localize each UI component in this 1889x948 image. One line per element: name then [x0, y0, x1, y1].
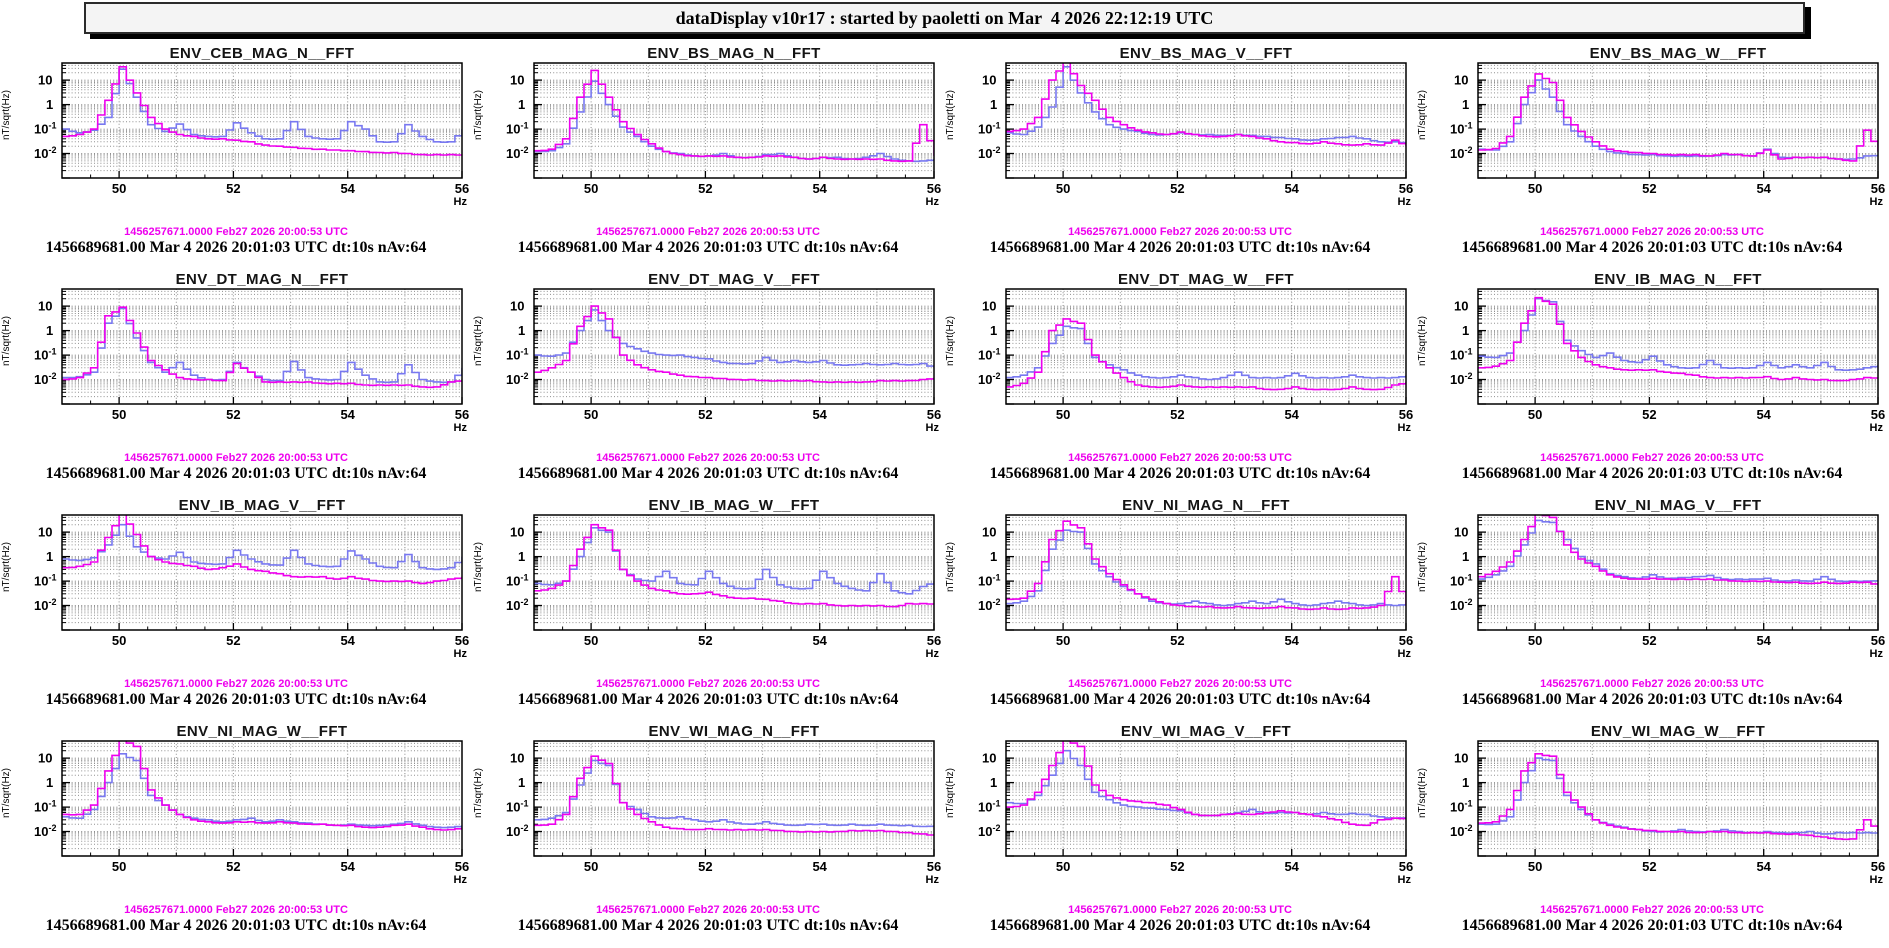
svg-text:10-2: $10^{-2}$	[1450, 371, 1473, 387]
svg-text:1: 1	[1462, 97, 1470, 113]
svg-text:54: 54	[1756, 633, 1771, 648]
reference-timestamp: 1456257671.0000 Feb27 2026 20:00:53 UTC	[1068, 226, 1292, 238]
svg-text:1: 1	[1462, 775, 1470, 791]
svg-text:1: 1	[990, 775, 998, 791]
svg-text:1: 1	[518, 549, 526, 565]
plot-title: ENV_WI_MAG_W__FFT	[1590, 723, 1766, 740]
x-unit-label: Hz	[1397, 648, 1411, 660]
svg-text:54: 54	[812, 181, 827, 196]
svg-text:56: 56	[1870, 407, 1886, 422]
svg-text:1: 1	[990, 97, 998, 113]
current-timestamp: 1456689681.00 Mar 4 2026 20:01:03 UTC dt:10s nAv:64	[45, 239, 427, 256]
svg-text:10: 10	[38, 524, 53, 540]
svg-text:50: 50	[1055, 859, 1071, 874]
svg-text:54: 54	[340, 407, 355, 422]
plot-title: ENV_IB_MAG_V__FFT	[178, 497, 346, 514]
reference-timestamp: 1456257671.0000 Feb27 2026 20:00:53 UTC	[596, 226, 820, 238]
svg-text:10-1: $10^{-1}$	[34, 572, 57, 589]
svg-text:10: 10	[510, 750, 525, 766]
svg-text:10: 10	[510, 72, 525, 88]
svg-text:52: 52	[698, 633, 713, 648]
plot-title: ENV_NI_MAG_V__FFT	[1594, 497, 1762, 514]
plot-panel	[944, 268, 1416, 494]
svg-text:50: 50	[1527, 859, 1543, 874]
plot-title: ENV_DT_MAG_N__FFT	[175, 271, 349, 288]
current-timestamp: 1456689681.00 Mar 4 2026 20:01:03 UTC dt:10s nAv:64	[989, 465, 1371, 482]
plot-panel	[472, 720, 944, 946]
y-tick-labels	[978, 525, 1000, 613]
x-unit-label: Hz	[925, 874, 939, 886]
y-tick-labels	[506, 751, 528, 839]
plot-title: ENV_BS_MAG_V__FFT	[1119, 45, 1293, 62]
reference-timestamp: 1456257671.0000 Feb27 2026 20:00:53 UTC	[1068, 904, 1292, 916]
y-tick-labels	[34, 525, 56, 613]
svg-text:52: 52	[1170, 633, 1185, 648]
plot-title: ENV_NI_MAG_N__FFT	[1122, 497, 1290, 514]
grid-lines	[62, 63, 462, 178]
svg-text:10-2: $10^{-2}$	[34, 371, 57, 387]
svg-text:1: 1	[518, 775, 526, 791]
svg-text:50: 50	[111, 859, 127, 874]
svg-text:52: 52	[1170, 859, 1185, 874]
svg-text:52: 52	[226, 633, 241, 648]
svg-text:10: 10	[1454, 750, 1469, 766]
plot-panel	[472, 268, 944, 494]
plot-title: ENV_IB_MAG_N__FFT	[1594, 271, 1762, 288]
svg-text:10-2: $10^{-2}$	[1450, 145, 1473, 161]
plot-canvas[interactable]	[472, 60, 944, 212]
svg-text:50: 50	[1527, 407, 1543, 422]
plot-canvas[interactable]	[944, 738, 1416, 890]
plot-title: ENV_BS_MAG_N__FFT	[647, 45, 821, 62]
svg-text:1: 1	[1462, 323, 1470, 339]
svg-text:10: 10	[510, 298, 525, 314]
svg-text:10-1: $10^{-1}$	[506, 346, 529, 363]
y-axis-unit: nT/sqrt(Hz)	[945, 316, 956, 366]
svg-text:54: 54	[1284, 181, 1299, 196]
svg-text:1: 1	[1462, 549, 1470, 565]
svg-text:50: 50	[1055, 633, 1071, 648]
svg-text:50: 50	[1527, 181, 1543, 196]
svg-text:10: 10	[982, 524, 997, 540]
svg-text:10-1: $10^{-1}$	[34, 798, 57, 815]
plot-canvas[interactable]	[472, 512, 944, 664]
svg-text:10-2: $10^{-2}$	[506, 823, 529, 839]
grid-lines	[1006, 515, 1406, 630]
reference-timestamp: 1456257671.0000 Feb27 2026 20:00:53 UTC	[1540, 226, 1764, 238]
x-unit-label: Hz	[453, 874, 467, 886]
x-tick-labels	[112, 633, 469, 660]
plot-panel	[944, 720, 1416, 946]
x-unit-label: Hz	[1869, 874, 1883, 886]
plot-title: ENV_IB_MAG_W__FFT	[648, 497, 820, 514]
svg-text:54: 54	[1284, 633, 1299, 648]
svg-text:10-2: $10^{-2}$	[978, 371, 1001, 387]
x-unit-label: Hz	[1397, 874, 1411, 886]
svg-text:10-2: $10^{-2}$	[1450, 597, 1473, 613]
svg-text:10: 10	[38, 750, 53, 766]
x-tick-labels	[1056, 633, 1413, 660]
svg-text:50: 50	[583, 633, 599, 648]
x-unit-label: Hz	[925, 648, 939, 660]
svg-text:10-1: $10^{-1}$	[506, 572, 529, 589]
svg-text:1: 1	[990, 549, 998, 565]
svg-text:56: 56	[926, 181, 942, 196]
y-tick-labels	[1450, 73, 1472, 161]
x-unit-label: Hz	[1397, 196, 1411, 208]
svg-text:10-1: $10^{-1}$	[506, 120, 529, 137]
plot-canvas[interactable]	[1416, 738, 1888, 890]
svg-text:54: 54	[1756, 181, 1771, 196]
plot-panel	[0, 268, 472, 494]
svg-text:10: 10	[982, 750, 997, 766]
reference-timestamp: 1456257671.0000 Feb27 2026 20:00:53 UTC	[1540, 904, 1764, 916]
svg-text:10-1: $10^{-1}$	[978, 798, 1001, 815]
svg-text:1: 1	[46, 549, 54, 565]
reference-timestamp: 1456257671.0000 Feb27 2026 20:00:53 UTC	[124, 678, 348, 690]
current-timestamp: 1456689681.00 Mar 4 2026 20:01:03 UTC dt:10s nAv:64	[1461, 691, 1843, 708]
svg-text:54: 54	[1756, 407, 1771, 422]
plot-title: ENV_DT_MAG_V__FFT	[648, 271, 820, 288]
reference-timestamp: 1456257671.0000 Feb27 2026 20:00:53 UTC	[596, 904, 820, 916]
svg-text:54: 54	[812, 407, 827, 422]
svg-text:10: 10	[1454, 524, 1469, 540]
y-tick-labels	[1450, 751, 1472, 839]
current-timestamp: 1456689681.00 Mar 4 2026 20:01:03 UTC dt:10s nAv:64	[1461, 917, 1843, 934]
plot-panel	[472, 494, 944, 720]
x-unit-label: Hz	[453, 196, 467, 208]
svg-text:54: 54	[340, 181, 355, 196]
svg-text:1: 1	[990, 323, 998, 339]
plot-canvas[interactable]	[0, 60, 472, 212]
svg-text:50: 50	[1527, 633, 1543, 648]
y-tick-labels	[1450, 525, 1472, 613]
x-tick-labels	[1528, 859, 1885, 886]
y-axis-unit: nT/sqrt(Hz)	[1417, 768, 1428, 818]
svg-text:54: 54	[1284, 407, 1299, 422]
svg-text:50: 50	[1055, 181, 1071, 196]
plot-title: ENV_WI_MAG_V__FFT	[1120, 723, 1292, 740]
y-tick-labels	[34, 299, 56, 387]
spectra-curves	[534, 525, 934, 607]
svg-text:54: 54	[812, 633, 827, 648]
reference-timestamp: 1456257671.0000 Feb27 2026 20:00:53 UTC	[1068, 452, 1292, 464]
svg-text:10-1: $10^{-1}$	[978, 572, 1001, 589]
svg-text:56: 56	[1398, 181, 1414, 196]
svg-text:50: 50	[583, 859, 599, 874]
svg-text:10-2: $10^{-2}$	[506, 371, 529, 387]
plot-title: ENV_BS_MAG_W__FFT	[1589, 45, 1767, 62]
current-timestamp: 1456689681.00 Mar 4 2026 20:01:03 UTC dt:10s nAv:64	[517, 917, 899, 934]
y-tick-labels	[34, 73, 56, 161]
svg-text:10-1: $10^{-1}$	[1450, 120, 1473, 137]
y-tick-labels	[978, 751, 1000, 839]
spectra-curves	[1006, 319, 1406, 390]
plot-panel	[944, 494, 1416, 720]
reference-timestamp: 1456257671.0000 Feb27 2026 20:00:53 UTC	[1068, 678, 1292, 690]
svg-text:50: 50	[583, 181, 599, 196]
y-axis-unit: nT/sqrt(Hz)	[473, 316, 484, 366]
svg-text:56: 56	[454, 859, 470, 874]
y-axis-unit: nT/sqrt(Hz)	[1, 542, 12, 592]
x-tick-labels	[1528, 407, 1885, 434]
svg-text:10: 10	[38, 72, 53, 88]
spectra-curves	[62, 513, 462, 583]
svg-text:52: 52	[226, 407, 241, 422]
svg-text:10: 10	[38, 298, 53, 314]
svg-text:1: 1	[46, 323, 54, 339]
svg-text:52: 52	[698, 859, 713, 874]
svg-text:1: 1	[518, 97, 526, 113]
svg-text:56: 56	[1398, 633, 1414, 648]
svg-text:10-1: $10^{-1}$	[978, 120, 1001, 137]
svg-text:52: 52	[226, 859, 241, 874]
plot-title: ENV_WI_MAG_N__FFT	[648, 723, 820, 740]
grid-lines	[62, 289, 462, 404]
svg-text:56: 56	[1870, 633, 1886, 648]
current-timestamp: 1456689681.00 Mar 4 2026 20:01:03 UTC dt:10s nAv:64	[517, 465, 899, 482]
x-tick-labels	[584, 407, 941, 434]
current-timestamp: 1456689681.00 Mar 4 2026 20:01:03 UTC dt:10s nAv:64	[989, 917, 1371, 934]
y-tick-labels	[506, 525, 528, 613]
svg-text:10-1: $10^{-1}$	[34, 346, 57, 363]
y-tick-labels	[34, 751, 56, 839]
x-tick-labels	[584, 633, 941, 660]
svg-text:1: 1	[46, 775, 54, 791]
svg-text:10-1: $10^{-1}$	[978, 346, 1001, 363]
grid-lines	[1006, 63, 1406, 178]
x-unit-label: Hz	[1869, 422, 1883, 434]
y-axis-unit: nT/sqrt(Hz)	[1417, 542, 1428, 592]
x-tick-labels	[1528, 633, 1885, 660]
y-tick-labels	[978, 73, 1000, 161]
reference-timestamp: 1456257671.0000 Feb27 2026 20:00:53 UTC	[124, 904, 348, 916]
current-timestamp: 1456689681.00 Mar 4 2026 20:01:03 UTC dt:10s nAv:64	[45, 917, 427, 934]
svg-text:50: 50	[583, 407, 599, 422]
grid-lines	[62, 741, 462, 856]
plot-panel	[1416, 720, 1888, 946]
svg-text:10-2: $10^{-2}$	[506, 597, 529, 613]
y-tick-labels	[506, 299, 528, 387]
svg-text:50: 50	[111, 633, 127, 648]
svg-text:52: 52	[698, 407, 713, 422]
spectra-curves	[534, 306, 934, 382]
current-timestamp: 1456689681.00 Mar 4 2026 20:01:03 UTC dt:10s nAv:64	[1461, 239, 1843, 256]
x-unit-label: Hz	[453, 422, 467, 434]
current-timestamp: 1456689681.00 Mar 4 2026 20:01:03 UTC dt:10s nAv:64	[1461, 465, 1843, 482]
spectra-curves	[1006, 61, 1406, 146]
svg-text:56: 56	[926, 407, 942, 422]
svg-text:10-2: $10^{-2}$	[978, 145, 1001, 161]
reference-timestamp: 1456257671.0000 Feb27 2026 20:00:53 UTC	[596, 452, 820, 464]
grid-lines	[534, 741, 934, 856]
reference-timestamp: 1456257671.0000 Feb27 2026 20:00:53 UTC	[1540, 452, 1764, 464]
svg-text:52: 52	[1170, 407, 1185, 422]
plot-panel	[472, 42, 944, 268]
plot-title: ENV_DT_MAG_W__FFT	[1118, 271, 1294, 288]
y-tick-labels	[1450, 299, 1472, 387]
current-timestamp: 1456689681.00 Mar 4 2026 20:01:03 UTC dt:10s nAv:64	[517, 691, 899, 708]
svg-text:10-1: $10^{-1}$	[1450, 798, 1473, 815]
reference-timestamp: 1456257671.0000 Feb27 2026 20:00:53 UTC	[124, 452, 348, 464]
y-axis-unit: nT/sqrt(Hz)	[1417, 90, 1428, 140]
svg-text:10: 10	[1454, 298, 1469, 314]
spectra-curves	[1478, 754, 1878, 840]
reference-timestamp: 1456257671.0000 Feb27 2026 20:00:53 UTC	[596, 678, 820, 690]
svg-text:10: 10	[982, 72, 997, 88]
y-axis-unit: nT/sqrt(Hz)	[473, 768, 484, 818]
x-tick-labels	[112, 181, 469, 208]
y-axis-unit: nT/sqrt(Hz)	[945, 542, 956, 592]
app-title: dataDisplay v10r17 : started by paoletti on Mar 4 2026 22:12:19 UTC	[675, 7, 1214, 28]
x-tick-labels	[1528, 181, 1885, 208]
svg-text:10-1: $10^{-1}$	[34, 120, 57, 137]
svg-text:50: 50	[111, 407, 127, 422]
svg-text:56: 56	[1398, 407, 1414, 422]
plot-panel	[0, 720, 472, 946]
x-tick-labels	[1056, 181, 1413, 208]
svg-text:10-1: $10^{-1}$	[506, 798, 529, 815]
current-timestamp: 1456689681.00 Mar 4 2026 20:01:03 UTC dt:10s nAv:64	[45, 465, 427, 482]
y-axis-unit: nT/sqrt(Hz)	[945, 90, 956, 140]
y-axis-unit: nT/sqrt(Hz)	[1, 768, 12, 818]
svg-text:52: 52	[1642, 859, 1657, 874]
svg-text:56: 56	[1398, 859, 1414, 874]
svg-text:54: 54	[812, 859, 827, 874]
svg-text:10: 10	[1454, 72, 1469, 88]
svg-text:10-2: $10^{-2}$	[978, 597, 1001, 613]
svg-text:54: 54	[340, 633, 355, 648]
svg-text:10-2: $10^{-2}$	[34, 823, 57, 839]
grid-lines	[1006, 741, 1406, 856]
svg-text:10-2: $10^{-2}$	[34, 597, 57, 613]
svg-text:56: 56	[926, 633, 942, 648]
plot-canvas[interactable]	[1416, 60, 1888, 212]
svg-text:10-1: $10^{-1}$	[1450, 572, 1473, 589]
x-tick-labels	[112, 859, 469, 886]
svg-text:56: 56	[454, 407, 470, 422]
svg-text:52: 52	[1642, 633, 1657, 648]
x-tick-labels	[584, 181, 941, 208]
svg-text:52: 52	[698, 181, 713, 196]
svg-text:56: 56	[454, 633, 470, 648]
current-timestamp: 1456689681.00 Mar 4 2026 20:01:03 UTC dt:10s nAv:64	[45, 691, 427, 708]
plot-canvas[interactable]	[1416, 512, 1888, 664]
reference-timestamp: 1456257671.0000 Feb27 2026 20:00:53 UTC	[124, 226, 348, 238]
y-tick-labels	[506, 73, 528, 161]
svg-text:52: 52	[1642, 407, 1657, 422]
grid-lines	[534, 63, 934, 178]
grid-lines	[62, 515, 462, 630]
plot-panel	[1416, 268, 1888, 494]
svg-text:10: 10	[510, 524, 525, 540]
svg-text:52: 52	[1170, 181, 1185, 196]
svg-text:56: 56	[1870, 859, 1886, 874]
svg-text:56: 56	[1870, 181, 1886, 196]
svg-text:10-2: $10^{-2}$	[978, 823, 1001, 839]
x-unit-label: Hz	[453, 648, 467, 660]
x-unit-label: Hz	[1869, 196, 1883, 208]
svg-text:10: 10	[982, 298, 997, 314]
x-unit-label: Hz	[1397, 422, 1411, 434]
x-tick-labels	[1056, 859, 1413, 886]
svg-text:56: 56	[926, 859, 942, 874]
y-axis-unit: nT/sqrt(Hz)	[1, 316, 12, 366]
plot-panel	[1416, 42, 1888, 268]
plot-canvas[interactable]	[944, 60, 1416, 212]
x-tick-labels	[1056, 407, 1413, 434]
current-timestamp: 1456689681.00 Mar 4 2026 20:01:03 UTC dt:10s nAv:64	[517, 239, 899, 256]
svg-text:52: 52	[226, 181, 241, 196]
reference-timestamp: 1456257671.0000 Feb27 2026 20:00:53 UTC	[1540, 678, 1764, 690]
plot-canvas[interactable]	[944, 286, 1416, 438]
y-axis-unit: nT/sqrt(Hz)	[945, 768, 956, 818]
svg-text:1: 1	[46, 97, 54, 113]
x-tick-labels	[112, 407, 469, 434]
svg-text:50: 50	[111, 181, 127, 196]
y-tick-labels	[978, 299, 1000, 387]
y-axis-unit: nT/sqrt(Hz)	[1, 90, 12, 140]
plot-canvas[interactable]	[944, 512, 1416, 664]
plot-title: ENV_NI_MAG_W__FFT	[176, 723, 348, 740]
svg-text:10-2: $10^{-2}$	[506, 145, 529, 161]
plot-panel	[1416, 494, 1888, 720]
plot-panel	[944, 42, 1416, 268]
plot-canvas[interactable]	[0, 512, 472, 664]
title-bar	[84, 2, 1805, 34]
svg-text:10-2: $10^{-2}$	[1450, 823, 1473, 839]
current-timestamp: 1456689681.00 Mar 4 2026 20:01:03 UTC dt:10s nAv:64	[989, 239, 1371, 256]
plot-canvas[interactable]	[472, 738, 944, 890]
y-axis-unit: nT/sqrt(Hz)	[1417, 316, 1428, 366]
svg-text:1: 1	[518, 323, 526, 339]
x-unit-label: Hz	[925, 422, 939, 434]
grid-lines	[1478, 289, 1878, 404]
svg-text:54: 54	[1756, 859, 1771, 874]
svg-text:54: 54	[340, 859, 355, 874]
plot-panel	[0, 494, 472, 720]
grid-lines	[534, 515, 934, 630]
svg-text:54: 54	[1284, 859, 1299, 874]
svg-text:10-2: $10^{-2}$	[34, 145, 57, 161]
x-unit-label: Hz	[925, 196, 939, 208]
svg-text:56: 56	[454, 181, 470, 196]
plot-title: ENV_CEB_MAG_N__FFT	[169, 45, 355, 62]
plot-canvas[interactable]	[1416, 286, 1888, 438]
plot-canvas[interactable]	[472, 286, 944, 438]
svg-text:10-1: $10^{-1}$	[1450, 346, 1473, 363]
y-axis-unit: nT/sqrt(Hz)	[473, 90, 484, 140]
plot-panel	[0, 42, 472, 268]
x-tick-labels	[584, 859, 941, 886]
svg-text:52: 52	[1642, 181, 1657, 196]
current-timestamp: 1456689681.00 Mar 4 2026 20:01:03 UTC dt:10s nAv:64	[989, 691, 1371, 708]
plot-canvas[interactable]	[0, 738, 472, 890]
svg-text:50: 50	[1055, 407, 1071, 422]
x-unit-label: Hz	[1869, 648, 1883, 660]
y-axis-unit: nT/sqrt(Hz)	[473, 542, 484, 592]
plot-canvas[interactable]	[0, 286, 472, 438]
plot-grid	[0, 42, 1888, 946]
grid-lines	[1478, 515, 1878, 630]
